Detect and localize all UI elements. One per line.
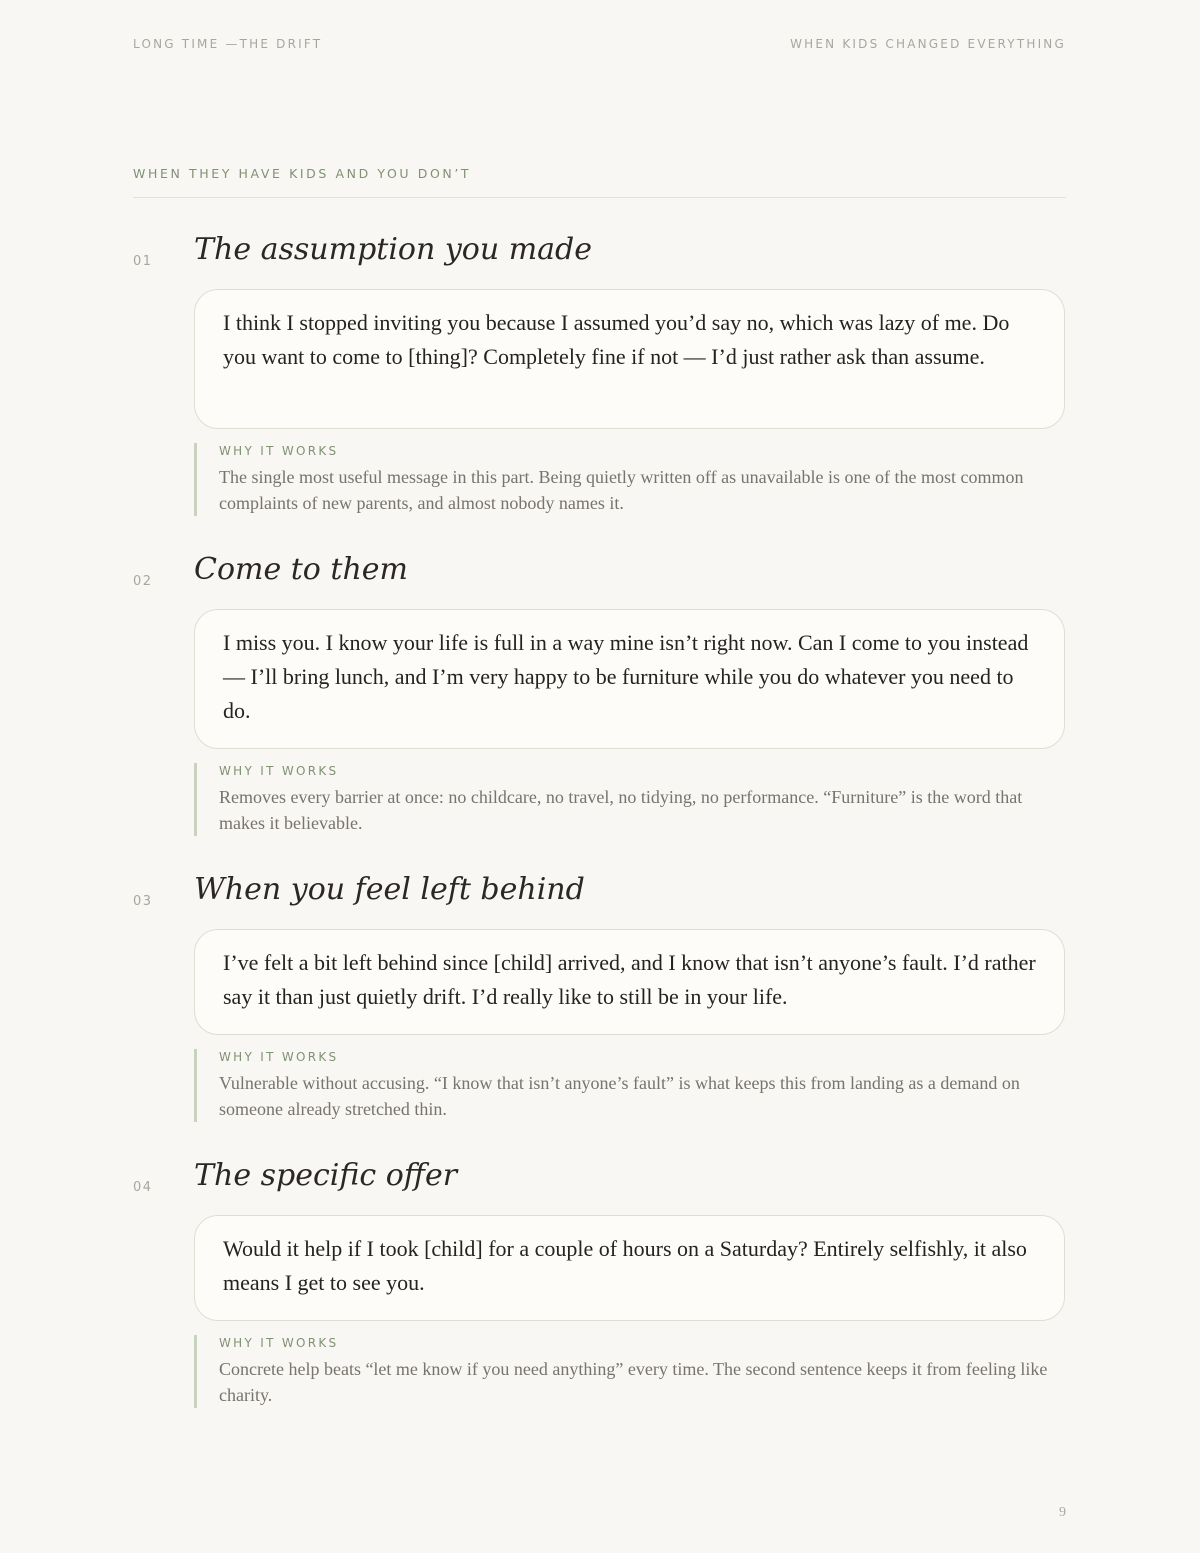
why-text: Removes every barrier at once: no childcare, no travel, no tidying, no performance. “Furniture” is the word that makes it believable. (219, 787, 1023, 833)
why-it-works-note (194, 1049, 1065, 1122)
message-card: I’ve felt a bit left behind since [child] arrived, and I know that isn’t anyone’s fault. I’d rather say it than just quietly drift. I’d really like to still be in your life. (194, 929, 1065, 1035)
why-label: WHY IT WORKS (219, 1050, 339, 1064)
why-it-works-note (194, 443, 1065, 516)
message-card: I think I stopped inviting you because I assumed you’d say no, which was lazy of me. Do you want to come to [thing]? Completely fine if not — I’d just rather ask than assume. (194, 289, 1065, 429)
entry-number: 04 (133, 1180, 153, 1195)
why-text: The single most useful message in this part. Being quietly written off as unavailable is one of the most common complaints of new parents, and almost nobody names it. (219, 467, 1024, 513)
why-text: Vulnerable without accusing. “I know that isn’t anyone’s fault” is what keeps this from landing as a demand on someone already stretched thin. (219, 1073, 1020, 1119)
why-label: WHY IT WORKS (219, 1336, 339, 1350)
running-head-left: LONG TIME —THE DRIFT (133, 37, 323, 51)
message-card: Would it help if I took [child] for a couple of hours on a Saturday? Entirely selfishly, it also means I get to see you. (194, 1215, 1065, 1321)
why-label: WHY IT WORKS (219, 764, 339, 778)
why-it-works-note (194, 1335, 1065, 1408)
entry-title: The specific offer (194, 1158, 458, 1193)
entry-title: When you feel left behind (194, 872, 585, 907)
entry-title: The assumption you made (194, 232, 592, 267)
section-divider (133, 197, 1066, 198)
entry-title: Come to them (194, 552, 408, 587)
message-card: I miss you. I know your life is full in a way mine isn’t right now. Can I come to you instead — I’ll bring lunch, and I’m very happy to be furniture while you do whatever you need to do. (194, 609, 1065, 749)
entry-number: 02 (133, 574, 153, 589)
why-it-works-note (194, 763, 1065, 836)
section-label: WHEN THEY HAVE KIDS AND YOU DON’T (133, 166, 472, 181)
why-text: Concrete help beats “let me know if you need anything” every time. The second sentence keeps it from feeling like charity. (219, 1359, 1048, 1405)
entry-number: 03 (133, 894, 153, 909)
page-number: 9 (1059, 1505, 1066, 1520)
why-label: WHY IT WORKS (219, 444, 339, 458)
running-head-right: WHEN KIDS CHANGED EVERYTHING (790, 37, 1066, 51)
entry-number: 01 (133, 254, 153, 269)
